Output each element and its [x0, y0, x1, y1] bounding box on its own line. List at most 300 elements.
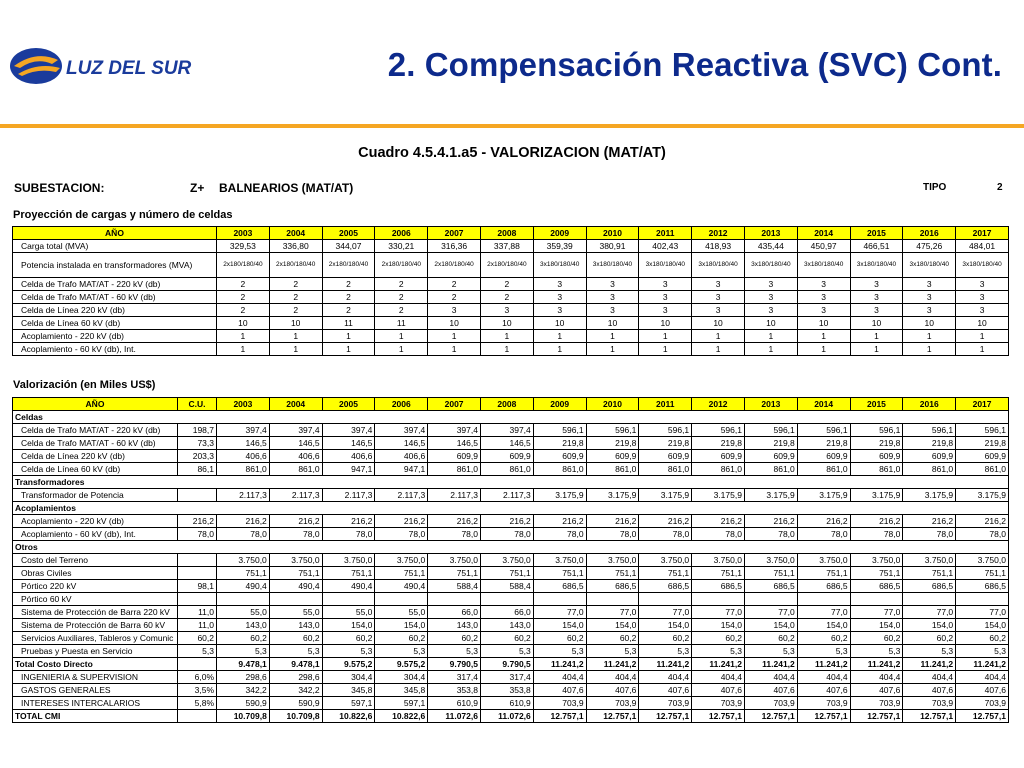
cell-value: 78,0 [269, 528, 322, 541]
cell-value: 219,8 [956, 437, 1009, 450]
cell-value: 9.575,2 [322, 658, 375, 671]
cell-value: 154,0 [850, 619, 903, 632]
row-label: Acoplamiento - 220 kV (db) [13, 515, 178, 528]
cell-value: 703,9 [692, 697, 745, 710]
cell-value: 78,0 [850, 528, 903, 541]
cell-value: 12.757,1 [903, 710, 956, 723]
cell-value: 216,2 [269, 515, 322, 528]
cell-value: 219,8 [903, 437, 956, 450]
cell-value [692, 593, 745, 606]
cell-value: 5,3 [692, 645, 745, 658]
cell-value: 353,8 [428, 684, 481, 697]
cell-value: 3 [692, 304, 745, 317]
table-row [13, 593, 1009, 606]
cell-value: 298,6 [269, 671, 322, 684]
cell-value: 3 [639, 291, 692, 304]
cell-value [375, 593, 428, 606]
cell-value: 60,2 [375, 632, 428, 645]
cell-value: 1 [428, 343, 481, 356]
year-column-header: 2016 [903, 398, 956, 411]
group-row [13, 502, 1009, 515]
cell-value: 1 [269, 330, 322, 343]
table-row [13, 463, 1009, 476]
cell-value: 3 [797, 304, 850, 317]
page-title: 2. Compensación Reactiva (SVC) Cont. [387, 46, 1002, 83]
cell-value: 77,0 [744, 606, 797, 619]
cell-value: 12.757,1 [850, 710, 903, 723]
cell-value: 60,2 [692, 632, 745, 645]
cell-value: 1 [322, 343, 375, 356]
cell-value: 10 [692, 317, 745, 330]
table-row [13, 278, 1009, 291]
unit-cost: 6,0% [178, 671, 217, 684]
cell-value: 484,01 [956, 240, 1009, 253]
cell-value: 11.241,2 [850, 658, 903, 671]
cell-value: 751,1 [744, 567, 797, 580]
cell-value: 5,3 [903, 645, 956, 658]
cell-value: 154,0 [533, 619, 586, 632]
cell-value: 407,6 [903, 684, 956, 697]
cell-value: 703,9 [586, 697, 639, 710]
cell-value: 2.117,3 [428, 489, 481, 502]
row-label: Sistema de Protección de Barra 220 kV [13, 606, 178, 619]
cell-value: 1 [217, 343, 270, 356]
cell-value: 751,1 [375, 567, 428, 580]
cell-value: 10.822,6 [322, 710, 375, 723]
cell-value: 2 [217, 304, 270, 317]
unit-cost [178, 593, 217, 606]
row-label: Celda de Línea 60 kV (db) [13, 463, 178, 476]
cell-value: 1 [586, 343, 639, 356]
cell-value: 407,6 [692, 684, 745, 697]
cell-value: 77,0 [533, 606, 586, 619]
cell-value: 3x180/180/40 [903, 253, 956, 278]
cell-value: 3 [533, 278, 586, 291]
cell-value: 5,3 [533, 645, 586, 658]
cell-value: 5,3 [850, 645, 903, 658]
cell-value: 78,0 [692, 528, 745, 541]
cell-value: 60,2 [428, 632, 481, 645]
cell-value: 686,5 [850, 580, 903, 593]
cell-value: 219,8 [533, 437, 586, 450]
row-label: Acoplamiento - 60 kV (db), Int. [13, 528, 178, 541]
cell-value: 3.750,0 [692, 554, 745, 567]
cell-value: 402,43 [639, 240, 692, 253]
cell-value: 146,5 [217, 437, 270, 450]
year-column-header: 2013 [744, 227, 797, 240]
cell-value: 397,4 [375, 424, 428, 437]
cell-value: 407,6 [850, 684, 903, 697]
cell-value: 216,2 [692, 515, 745, 528]
unit-cost [178, 489, 217, 502]
cell-value: 596,1 [533, 424, 586, 437]
group-label: Acoplamientos [13, 502, 1009, 515]
cell-value: 146,5 [428, 437, 481, 450]
row-label: Carga total (MVA) [13, 240, 217, 253]
cell-value: 60,2 [533, 632, 586, 645]
cell-value: 404,4 [903, 671, 956, 684]
cell-value: 3 [850, 304, 903, 317]
cell-value: 78,0 [428, 528, 481, 541]
row-label: Celda de Línea 220 kV (db) [13, 304, 217, 317]
cell-value: 1 [692, 330, 745, 343]
cell-value: 596,1 [744, 424, 797, 437]
cell-value: 397,4 [322, 424, 375, 437]
row-label: Pórtico 60 kV [13, 593, 178, 606]
cell-value: 60,2 [903, 632, 956, 645]
cell-value: 1 [850, 330, 903, 343]
cell-value: 751,1 [903, 567, 956, 580]
year-column-header: 2010 [586, 398, 639, 411]
unit-cost: 216,2 [178, 515, 217, 528]
cell-value: 590,9 [217, 697, 270, 710]
cell-value: 751,1 [480, 567, 533, 580]
cell-value: 2x180/180/40 [217, 253, 270, 278]
cell-value: 3 [903, 278, 956, 291]
table-header-row [13, 227, 1009, 240]
cell-value: 1 [744, 343, 797, 356]
cell-value: 861,0 [850, 463, 903, 476]
cell-value: 5,3 [217, 645, 270, 658]
cell-value: 2 [428, 291, 481, 304]
cell-value: 686,5 [903, 580, 956, 593]
table-row [13, 580, 1009, 593]
cell-value: 60,2 [797, 632, 850, 645]
row-label: Celda de Línea 220 kV (db) [13, 450, 178, 463]
cell-value: 216,2 [797, 515, 850, 528]
cell-value: 77,0 [586, 606, 639, 619]
cell-value: 609,9 [586, 450, 639, 463]
cell-value: 2x180/180/40 [375, 253, 428, 278]
cell-value: 609,9 [692, 450, 745, 463]
cell-value: 11.241,2 [797, 658, 850, 671]
cell-value: 490,4 [322, 580, 375, 593]
cell-value: 861,0 [480, 463, 533, 476]
cell-value: 686,5 [797, 580, 850, 593]
cell-value: 77,0 [850, 606, 903, 619]
unit-cost: 5,3 [178, 645, 217, 658]
cell-value: 2.117,3 [269, 489, 322, 502]
cell-value: 10 [903, 317, 956, 330]
cell-value: 219,8 [797, 437, 850, 450]
cell-value: 77,0 [903, 606, 956, 619]
cell-value [480, 593, 533, 606]
cell-value: 2 [375, 291, 428, 304]
row-label: Servicios Auxiliares, Tableros y Comunic [13, 632, 178, 645]
cell-value: 10 [639, 317, 692, 330]
cell-value: 686,5 [692, 580, 745, 593]
cell-value: 154,0 [744, 619, 797, 632]
unit-cost: 86,1 [178, 463, 217, 476]
cell-value: 861,0 [269, 463, 322, 476]
row-label: Obras Civiles [13, 567, 178, 580]
total-row [13, 658, 1009, 671]
cell-value: 11.241,2 [903, 658, 956, 671]
year-column-header: 2007 [428, 227, 481, 240]
table-row [13, 632, 1009, 645]
cell-value: 861,0 [903, 463, 956, 476]
cell-value: 703,9 [903, 697, 956, 710]
cell-value: 219,8 [850, 437, 903, 450]
cell-value: 3 [903, 304, 956, 317]
cell-value: 316,36 [428, 240, 481, 253]
cell-value: 751,1 [533, 567, 586, 580]
cell-value: 1 [269, 343, 322, 356]
cell-value: 406,6 [217, 450, 270, 463]
cell-value: 10 [480, 317, 533, 330]
cell-value: 146,5 [269, 437, 322, 450]
cell-value: 3.750,0 [375, 554, 428, 567]
cell-value: 596,1 [956, 424, 1009, 437]
cell-value: 609,9 [903, 450, 956, 463]
cell-value: 11 [375, 317, 428, 330]
cell-value: 3.750,0 [480, 554, 533, 567]
substation-info [14, 181, 1009, 197]
cell-value: 60,2 [322, 632, 375, 645]
cell-value: 3.750,0 [956, 554, 1009, 567]
valuation-table [12, 397, 1009, 723]
cell-value: 1 [744, 330, 797, 343]
cell-value: 2.117,3 [322, 489, 375, 502]
cell-value: 1 [903, 343, 956, 356]
year-column-header: 2004 [269, 227, 322, 240]
cell-value: 11.072,6 [428, 710, 481, 723]
cell-value: 404,4 [850, 671, 903, 684]
cell-value: 1 [322, 330, 375, 343]
cell-value: 2x180/180/40 [269, 253, 322, 278]
cell-value: 216,2 [322, 515, 375, 528]
cell-value: 5,3 [428, 645, 481, 658]
year-column-header: 2010 [586, 227, 639, 240]
cell-value: 404,4 [797, 671, 850, 684]
cell-value: 2x180/180/40 [322, 253, 375, 278]
cell-value [956, 593, 1009, 606]
cell-value: 861,0 [956, 463, 1009, 476]
unit-cost: 11,0 [178, 606, 217, 619]
cell-value: 1 [428, 330, 481, 343]
cell-value: 11.241,2 [692, 658, 745, 671]
cell-value: 3.175,9 [903, 489, 956, 502]
cell-value: 596,1 [692, 424, 745, 437]
cell-value: 597,1 [322, 697, 375, 710]
year-column-header: 2009 [533, 398, 586, 411]
cell-value: 475,26 [903, 240, 956, 253]
cell-value: 329,53 [217, 240, 270, 253]
cell-value: 703,9 [850, 697, 903, 710]
cell-value: 154,0 [692, 619, 745, 632]
cell-value: 216,2 [639, 515, 692, 528]
valuation-section-title: Valorización (en Miles US$) [13, 379, 156, 391]
cell-value: 490,4 [269, 580, 322, 593]
cell-value: 66,0 [428, 606, 481, 619]
row-label: Acoplamiento - 60 kV (db), Int. [13, 343, 217, 356]
cell-value: 216,2 [744, 515, 797, 528]
cell-value: 703,9 [639, 697, 692, 710]
cell-value: 10 [797, 317, 850, 330]
cell-value: 77,0 [639, 606, 692, 619]
year-column-header: 2006 [375, 227, 428, 240]
table-row [13, 343, 1009, 356]
cell-value: 3.175,9 [744, 489, 797, 502]
year-column-header: 2005 [322, 398, 375, 411]
cell-value: 216,2 [956, 515, 1009, 528]
substation-name: BALNEARIOS (MAT/AT) [219, 181, 354, 195]
cell-value: 861,0 [797, 463, 850, 476]
row-label: Transformador de Potencia [13, 489, 178, 502]
cell-value: 55,0 [217, 606, 270, 619]
group-row [13, 411, 1009, 424]
unit-cost [178, 567, 217, 580]
cell-value: 216,2 [903, 515, 956, 528]
cell-value: 12.757,1 [797, 710, 850, 723]
cell-value: 154,0 [797, 619, 850, 632]
cell-value: 686,5 [956, 580, 1009, 593]
cell-value: 3 [480, 304, 533, 317]
cell-value: 2 [322, 278, 375, 291]
year-column-header: 2014 [797, 398, 850, 411]
cell-value: 2 [269, 291, 322, 304]
cell-value: 9.478,1 [217, 658, 270, 671]
cell-value: 3 [586, 304, 639, 317]
cell-value: 10.822,6 [375, 710, 428, 723]
cell-value: 751,1 [850, 567, 903, 580]
cell-value: 78,0 [639, 528, 692, 541]
cell-value: 404,4 [586, 671, 639, 684]
cell-value: 947,1 [322, 463, 375, 476]
row-label: TOTAL CMI [13, 710, 178, 723]
cell-value: 359,39 [533, 240, 586, 253]
cell-value: 703,9 [744, 697, 797, 710]
cell-value: 404,4 [639, 671, 692, 684]
unit-cost [178, 710, 217, 723]
table-row [13, 240, 1009, 253]
cell-value: 3 [956, 291, 1009, 304]
cell-value: 9.575,2 [375, 658, 428, 671]
row-label: INTERESES INTERCALARIOS [13, 697, 178, 710]
cell-value: 3x180/180/40 [744, 253, 797, 278]
unit-cost: 11,0 [178, 619, 217, 632]
cell-value [797, 593, 850, 606]
cell-value: 10 [533, 317, 586, 330]
cell-value: 3 [903, 291, 956, 304]
cell-value: 216,2 [428, 515, 481, 528]
cell-value: 1 [375, 343, 428, 356]
unit-cost [178, 554, 217, 567]
cell-value: 154,0 [903, 619, 956, 632]
cell-value: 407,6 [956, 684, 1009, 697]
cell-value: 1 [586, 330, 639, 343]
cell-value: 78,0 [375, 528, 428, 541]
cell-value: 3x180/180/40 [639, 253, 692, 278]
cell-value [269, 593, 322, 606]
year-column-header: 2015 [850, 398, 903, 411]
cell-value: 143,0 [217, 619, 270, 632]
cell-value: 609,9 [533, 450, 586, 463]
cell-value: 3.175,9 [850, 489, 903, 502]
cell-value: 407,6 [533, 684, 586, 697]
cell-value: 1 [692, 343, 745, 356]
cell-value: 3 [850, 291, 903, 304]
year-column-header: 2011 [639, 227, 692, 240]
row-label: Celda de Línea 60 kV (db) [13, 317, 217, 330]
cell-value: 686,5 [533, 580, 586, 593]
cell-value: 216,2 [586, 515, 639, 528]
cell-value: 10 [956, 317, 1009, 330]
cell-value: 404,4 [744, 671, 797, 684]
cell-value: 404,4 [533, 671, 586, 684]
cell-value: 337,88 [480, 240, 533, 253]
table-row [13, 697, 1009, 710]
cell-value: 3.175,9 [586, 489, 639, 502]
year-column-header: 2016 [903, 227, 956, 240]
cell-value: 404,4 [956, 671, 1009, 684]
cell-value: 11.241,2 [956, 658, 1009, 671]
cell-value: 2 [375, 278, 428, 291]
cell-value: 154,0 [586, 619, 639, 632]
cell-value: 2x180/180/40 [428, 253, 481, 278]
cell-value: 3x180/180/40 [797, 253, 850, 278]
header-divider [0, 124, 1024, 128]
cell-value: 3.750,0 [850, 554, 903, 567]
cell-value: 12.757,1 [692, 710, 745, 723]
cell-value: 12.757,1 [639, 710, 692, 723]
cell-value: 686,5 [744, 580, 797, 593]
cell-value: 219,8 [586, 437, 639, 450]
cell-value: 11.241,2 [533, 658, 586, 671]
cell-value: 143,0 [269, 619, 322, 632]
cell-value: 703,9 [533, 697, 586, 710]
cell-value: 407,6 [639, 684, 692, 697]
cell-value: 154,0 [639, 619, 692, 632]
year-column-header: 2015 [850, 227, 903, 240]
cell-value [322, 593, 375, 606]
cell-value: 216,2 [480, 515, 533, 528]
cell-value: 610,9 [480, 697, 533, 710]
cell-value: 60,2 [850, 632, 903, 645]
cell-value: 317,4 [428, 671, 481, 684]
cell-value: 2 [480, 278, 533, 291]
cell-value: 3.750,0 [269, 554, 322, 567]
projection-section-title: Proyección de cargas y número de celdas [13, 209, 233, 221]
cell-value: 397,4 [428, 424, 481, 437]
row-label: Acoplamiento - 220 kV (db) [13, 330, 217, 343]
cell-value: 3 [692, 291, 745, 304]
cell-value: 10 [850, 317, 903, 330]
year-column-header: 2012 [692, 227, 745, 240]
cell-value: 609,9 [956, 450, 1009, 463]
cell-value: 751,1 [586, 567, 639, 580]
unit-cost: 203,3 [178, 450, 217, 463]
year-column-header: 2008 [480, 398, 533, 411]
cell-value: 397,4 [269, 424, 322, 437]
cell-value [639, 593, 692, 606]
cell-value: 2 [269, 278, 322, 291]
year-column-header: 2013 [744, 398, 797, 411]
cell-value: 77,0 [956, 606, 1009, 619]
cell-value: 2x180/180/40 [480, 253, 533, 278]
table-row [13, 253, 1009, 278]
table-row [13, 304, 1009, 317]
cell-value: 60,2 [956, 632, 1009, 645]
cell-value: 5,3 [586, 645, 639, 658]
row-label: Celda de Trafo MAT/AT - 60 kV (db) [13, 291, 217, 304]
cell-value: 9.790,5 [428, 658, 481, 671]
table-row [13, 330, 1009, 343]
projection-table [12, 226, 1009, 356]
substation-code: Z+ [190, 181, 205, 195]
year-column-header: 2003 [217, 398, 270, 411]
table-row [13, 437, 1009, 450]
